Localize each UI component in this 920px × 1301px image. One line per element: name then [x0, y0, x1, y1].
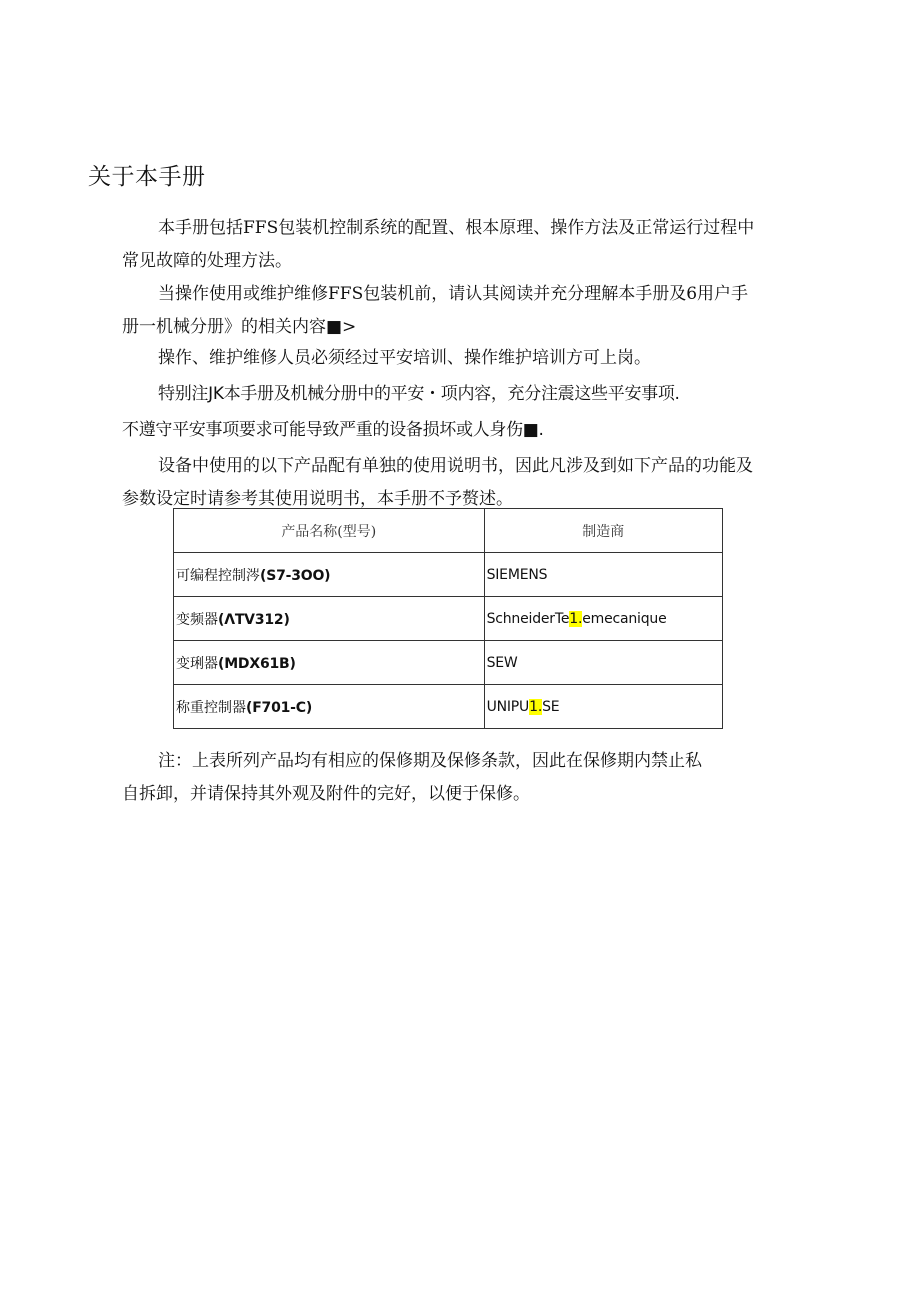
product-model: (S7-3OO) — [260, 567, 331, 584]
product-name: 可编程控制涔 — [176, 567, 260, 584]
safety-notice-1: 特别注JK本手册及机械分册中的平安・项内容，充分注震这些平安事项. — [158, 384, 680, 404]
manuals-line-1: 设备中使用的以下产品配有单独的使用说明书，因此凡涉及到如下产品的功能及 — [158, 456, 753, 476]
intro-paragraph — [122, 212, 812, 278]
table-row — [174, 553, 723, 597]
footnote-line-1: 注：上表所列产品均有相应的保修期及保修条款，因此在保修期内禁止私 — [158, 751, 702, 771]
maker-cell — [484, 553, 722, 597]
intro-line-1: 本手册包括FFS包装机控制系统的配置、根本原理、操作方法及正常运行过程中 — [158, 218, 755, 238]
table-row — [174, 685, 723, 729]
maker-highlight: 1. — [569, 610, 583, 627]
maker-cell — [484, 685, 722, 729]
manuals-line-2: 参数设定时请参考其使用说明书，本手册不予赘述。 — [122, 489, 513, 509]
table-row — [174, 597, 723, 641]
product-model: (ΛTV312) — [218, 611, 290, 628]
table-row — [174, 641, 723, 685]
intro-line-2: 常见故障的处理方法。 — [122, 251, 292, 271]
table-header-row — [174, 509, 723, 553]
product-cell — [174, 597, 485, 641]
maker-text: SchneiderTe — [486, 610, 570, 627]
maker-highlight: 1. — [529, 698, 543, 715]
product-cell — [174, 553, 485, 597]
page-title: 关于本手册 — [88, 164, 206, 190]
product-name: 变频器 — [176, 611, 218, 628]
product-model: (MDX61B) — [218, 655, 296, 672]
maker-text: UNIPU — [486, 698, 530, 715]
read-line-2: 册一机械分册》的相关内容■> — [122, 317, 357, 337]
footnote-paragraph — [122, 745, 802, 811]
manuals-paragraph — [122, 450, 822, 516]
read-line-1: 当操作使用或维护维修FFS包装机前，请认其阅读并充分理解本手册及6用户手 — [158, 284, 749, 304]
maker-text: SEW — [486, 654, 518, 671]
product-model: (F701-C) — [246, 699, 313, 716]
footnote-line-2: 自拆卸，并请保持其外观及附件的完好，以便于保修。 — [122, 784, 530, 804]
product-name: 变琍器 — [176, 655, 218, 672]
products-table — [173, 508, 723, 729]
maker-text-tail: emecanique — [582, 610, 667, 627]
product-cell — [174, 641, 485, 685]
product-cell — [174, 685, 485, 729]
header-maker: 制造商 — [484, 509, 722, 553]
training-paragraph: 操作、维护维修人员必须经过平安培训、操作维护培训方可上岗。 — [158, 348, 651, 368]
maker-cell — [484, 597, 722, 641]
maker-text: SIEMENS — [486, 566, 548, 583]
product-name: 称重控制器 — [176, 699, 246, 716]
safety-notice-2: 不遵守平安事项要求可能导致严重的设备损坏或人身伤■. — [122, 420, 544, 440]
read-paragraph — [122, 278, 812, 344]
maker-cell — [484, 641, 722, 685]
maker-text-tail: SE — [542, 698, 560, 715]
header-product: 产品名称(型号) — [174, 509, 485, 553]
